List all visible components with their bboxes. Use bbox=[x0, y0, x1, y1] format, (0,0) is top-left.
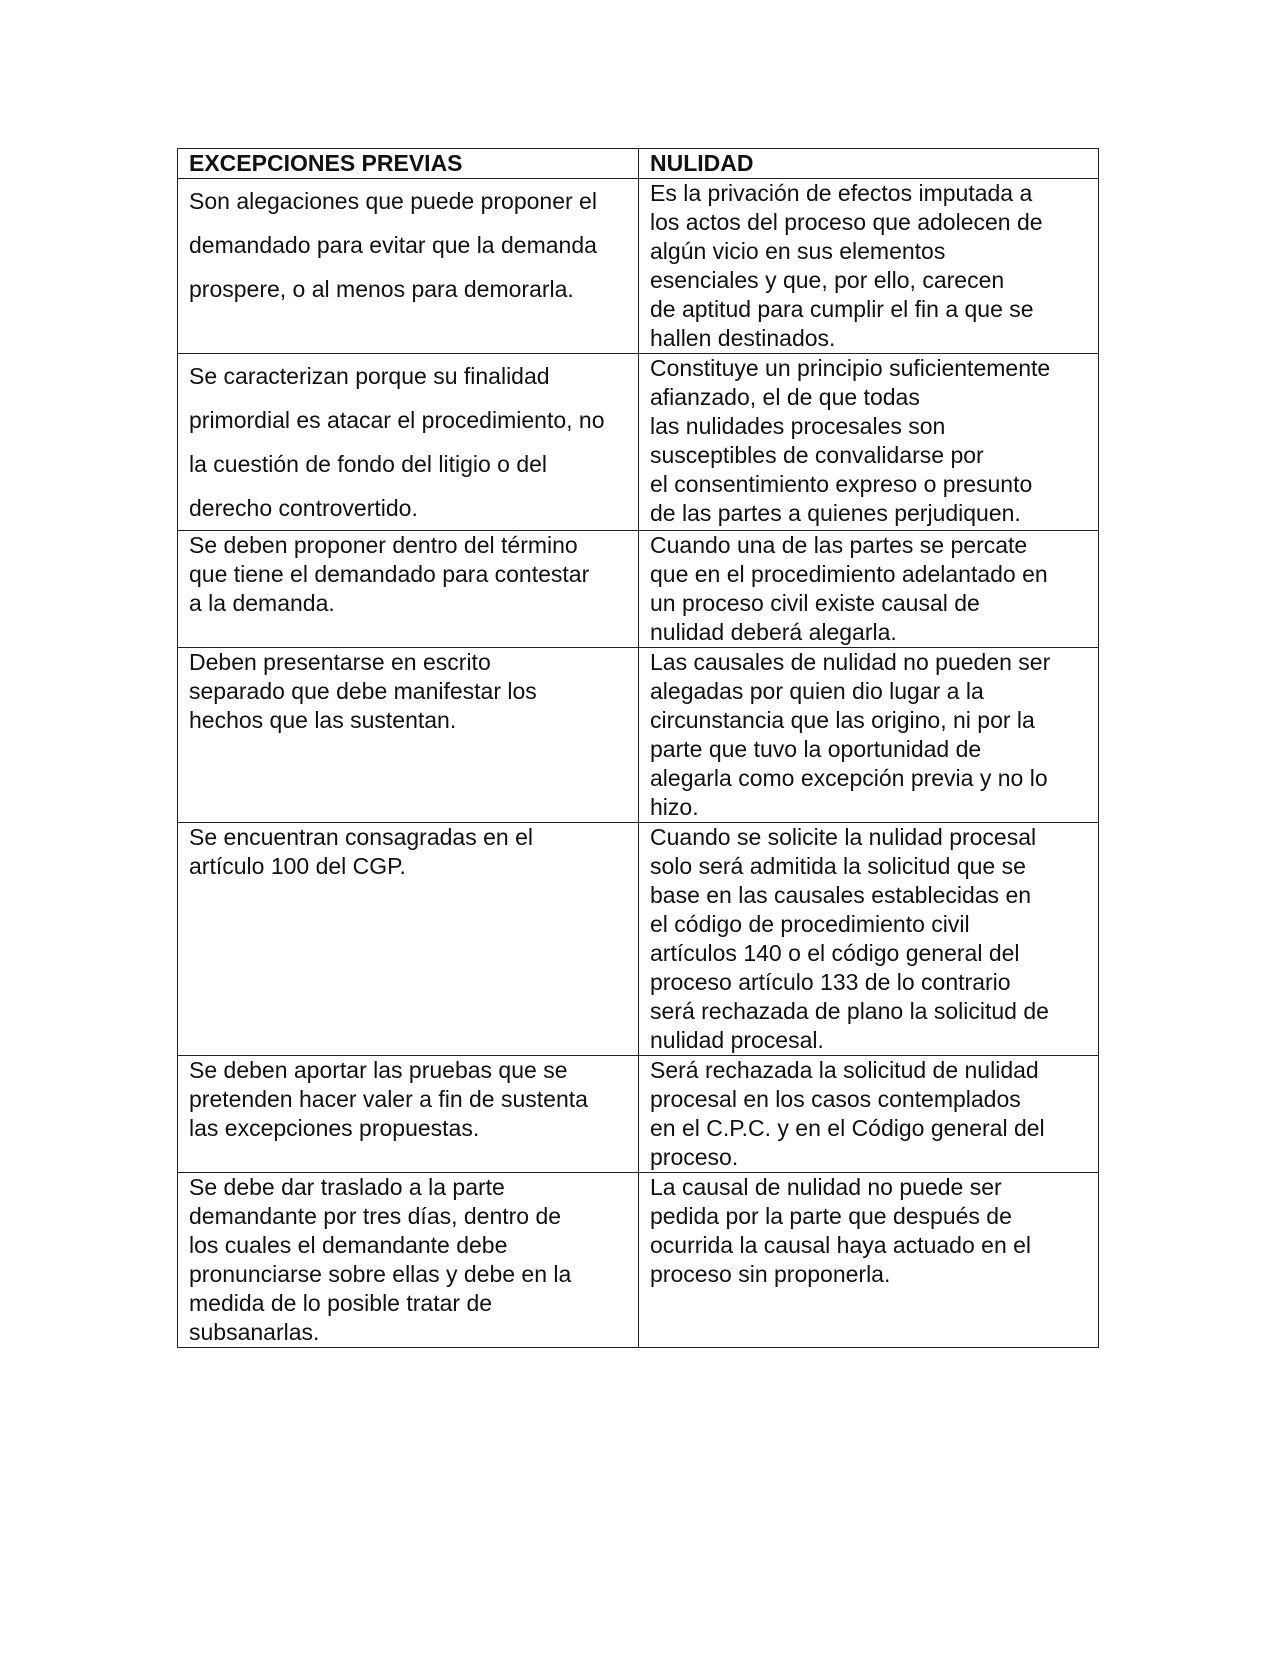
table-row bbox=[178, 179, 1099, 354]
cell-excepciones bbox=[178, 1056, 639, 1173]
cell-text: La causal de nulidad no puede ser pedida por la parte que después de ocurrida la causal haya actuado en el proceso sin proponerla. bbox=[650, 1174, 1032, 1287]
table-row bbox=[178, 531, 1099, 648]
table-row bbox=[178, 1056, 1099, 1173]
cell-excepciones bbox=[178, 531, 639, 648]
comparison-table bbox=[177, 148, 1099, 1348]
cell-text: Deben presentarse en escrito separado que debe manifestar los hechos que las sustentan. bbox=[189, 649, 537, 733]
cell-excepciones bbox=[178, 1173, 639, 1348]
cell-text: Será rechazada la solicitud de nulidad procesal en los casos contemplados en el C.P.C. y en el Código general del proceso. bbox=[650, 1057, 1045, 1170]
cell-excepciones bbox=[178, 354, 639, 531]
table-row bbox=[178, 354, 1099, 531]
cell-text: Es la privación de efectos imputada a los actos del proceso que adolecen de algún vicio en sus elementos esenciales y que, por ello, carecen de aptitud para cumplir el fin a que se hallen destinados. bbox=[650, 180, 1043, 351]
cell-text: Se deben aportar las pruebas que se pretenden hacer valer a fin de sustenta las excepciones propuestas. bbox=[189, 1057, 588, 1141]
cell-excepciones bbox=[178, 648, 639, 823]
cell-excepciones bbox=[178, 823, 639, 1056]
cell-text: Se encuentran consagradas en el artículo 100 del CGP. bbox=[189, 824, 533, 879]
table-header-row bbox=[178, 149, 1099, 179]
cell-excepciones bbox=[178, 179, 639, 354]
cell-nulidad bbox=[639, 354, 1099, 531]
cell-text: Se debe dar traslado a la parte demandante por tres días, dentro de los cuales el demandante debe pronunciarse sobre ellas y debe en la medida de lo posible tratar de subsanarlas. bbox=[189, 1174, 572, 1345]
cell-text: Cuando se solicite la nulidad procesal solo será admitida la solicitud que se base en las causales establecidas en el código de procedimiento civil artículos 140 o el código general del proceso artículo 133 de lo contrario será rechazada de plano la solicitud de nulidad procesal. bbox=[650, 824, 1049, 1053]
cell-text: Cuando una de las partes se percate que en el procedimiento adelantado en un proceso civil existe causal de nulidad deberá alegarla. bbox=[650, 532, 1048, 645]
table-row bbox=[178, 648, 1099, 823]
cell-nulidad bbox=[639, 648, 1099, 823]
cell-text: Se caracterizan porque su finalidad primordial es atacar el procedimiento, no la cuestión de fondo del litigio o del derecho controvertido. bbox=[189, 363, 605, 521]
cell-nulidad bbox=[639, 1173, 1099, 1348]
cell-nulidad bbox=[639, 179, 1099, 354]
cell-nulidad bbox=[639, 531, 1099, 648]
cell-text: Las causales de nulidad no pueden ser alegadas por quien dio lugar a la circunstancia que las origino, ni por la parte que tuvo la oportunidad de alegarla como excepción previa y no lo hizo. bbox=[650, 649, 1051, 820]
cell-nulidad bbox=[639, 823, 1099, 1056]
header-nulidad: NULIDAD bbox=[639, 149, 1099, 179]
header-excepciones-previas: EXCEPCIONES PREVIAS bbox=[178, 149, 639, 179]
cell-text: Son alegaciones que puede proponer el demandado para evitar que la demanda prospere, o al menos para demorarla. bbox=[189, 188, 597, 302]
table-row bbox=[178, 823, 1099, 1056]
cell-text: Constituye un principio suficientemente afianzado, el de que todas las nulidades procesales son susceptibles de convalidarse por el consentimiento expreso o presunto de las partes a quienes perjudiquen. bbox=[650, 355, 1051, 526]
table-row bbox=[178, 1173, 1099, 1348]
cell-nulidad bbox=[639, 1056, 1099, 1173]
cell-text: Se deben proponer dentro del término que tiene el demandado para contestar a la demanda. bbox=[189, 532, 590, 616]
